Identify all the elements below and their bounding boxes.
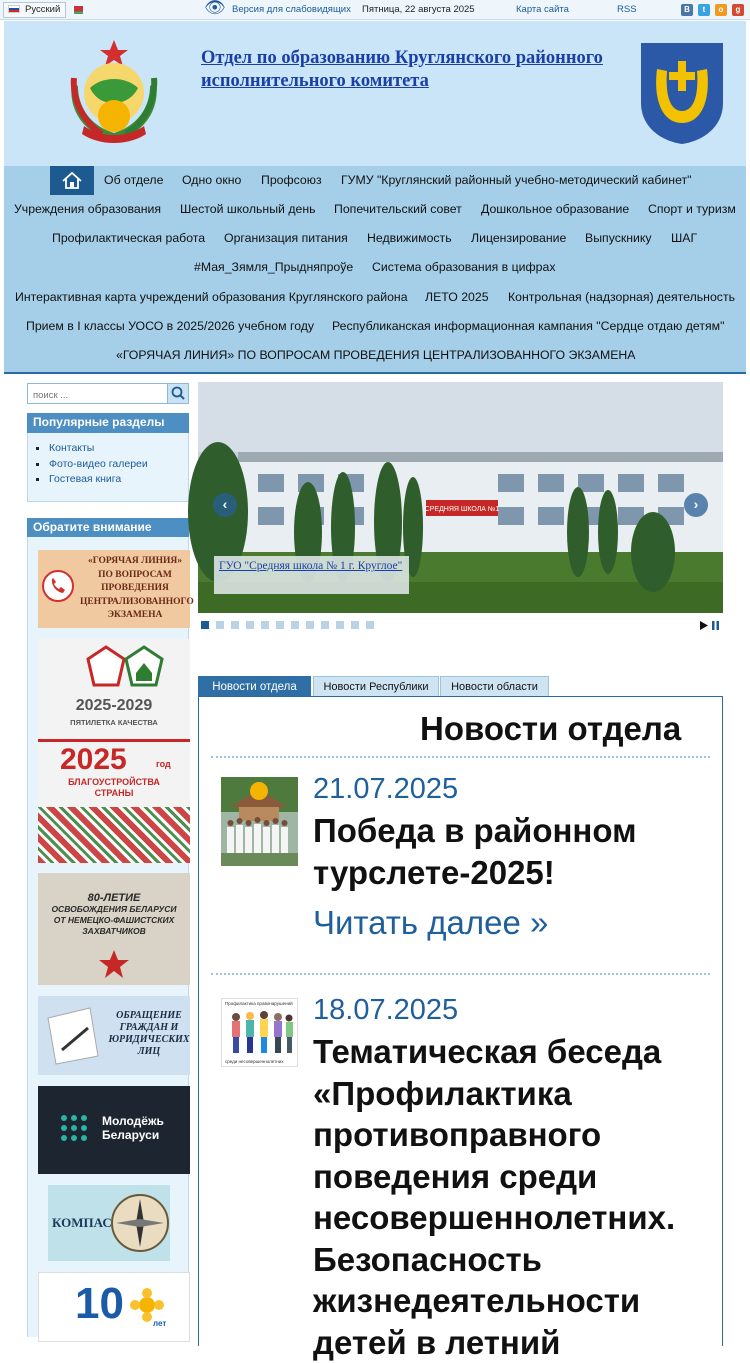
appeals-line-4: ЛИЦ — [137, 1046, 161, 1057]
thumb-caption-top: Профилактика правонарушений — [225, 1001, 293, 1006]
slider-next-button[interactable] — [684, 493, 708, 517]
school-sign: СРЕДНЯЯ ШКОЛА №1 — [424, 506, 500, 513]
slider-dot[interactable] — [321, 621, 329, 629]
menu-item-about[interactable]: Об отделе — [104, 173, 164, 187]
news-date: 18.07.2025 — [313, 994, 459, 1026]
phone-icon — [42, 570, 74, 602]
youth-banner[interactable] — [38, 1086, 190, 1174]
slider-dot[interactable] — [246, 621, 254, 629]
menu-item-education-in-numbers[interactable]: Система образования в цифрах — [372, 260, 556, 274]
hotline-line-3: ПРОВЕДЕНИЯ — [101, 583, 169, 593]
slider-dot[interactable] — [336, 621, 344, 629]
quality-years: 2025-2029 — [75, 697, 153, 714]
russian-flag-icon — [8, 5, 20, 13]
menu-item-shag[interactable]: ШАГ — [671, 231, 698, 245]
menu-item-catering[interactable]: Организация питания — [224, 231, 348, 245]
hotline-line-1: «ГОРЯЧАЯ ЛИНИЯ» — [87, 556, 183, 566]
menu-item-supervision[interactable]: Контрольная (надзорная) деятельность — [508, 290, 735, 304]
slider-dot[interactable] — [216, 621, 224, 629]
language-label: Русский — [25, 4, 61, 15]
star-icon — [96, 949, 132, 979]
appeals-line-2: ГРАЖДАН И — [119, 1022, 179, 1033]
slider-dot[interactable] — [276, 621, 284, 629]
slider-dot[interactable] — [231, 621, 239, 629]
menu-row-7 — [4, 341, 746, 370]
attention-title: Обратите внимание — [27, 518, 189, 538]
main-menu — [4, 166, 746, 374]
hotline-banner[interactable] — [38, 550, 194, 628]
appeals-banner[interactable] — [38, 996, 190, 1075]
chevron-left-icon: ‹ — [222, 496, 228, 512]
menu-item-summer-2025[interactable]: ЛЕТО 2025 — [425, 290, 489, 304]
search-button[interactable] — [167, 383, 189, 404]
current-date: Пятница, 22 августа 2025 — [362, 4, 475, 15]
google-plus-icon[interactable]: g — [732, 4, 744, 16]
compass-banner[interactable] — [48, 1185, 170, 1261]
search-icon — [168, 384, 188, 403]
appeals-line-3: ЮРИДИЧЕСКИХ — [108, 1034, 190, 1045]
read-more-link[interactable]: Читать далее » — [313, 904, 549, 941]
menu-item-trade-union[interactable]: Профсоюз — [261, 173, 322, 187]
popular-sections-title: Популярные разделы — [27, 413, 189, 433]
twitter-icon[interactable]: t — [698, 4, 710, 16]
year-text-2: СТРАНЫ — [94, 788, 134, 798]
district-coat-of-arms-icon — [639, 41, 725, 145]
menu-item-institutions[interactable]: Учреждения образования — [14, 202, 162, 216]
slider-prev-button[interactable] — [213, 493, 237, 517]
popular-item-guestbook[interactable]: Гостевая книга — [27, 472, 189, 488]
appeals-line-1: ОБРАЩЕНИЕ — [116, 1010, 182, 1021]
quality-logos-icon — [86, 645, 164, 697]
news-divider — [211, 756, 710, 758]
menu-item-interactive-map[interactable]: Интерактивная карта учреждений образования Круглянского района — [15, 290, 408, 304]
menu-item-sport[interactable]: Спорт и туризм — [648, 202, 736, 216]
anniversary-number: 10 — [75, 1279, 124, 1328]
menu-item-board-of-trustees[interactable]: Попечительский совет — [334, 202, 462, 216]
year-word: год — [156, 759, 171, 769]
menu-item-licensing[interactable]: Лицензирование — [471, 231, 567, 245]
news-divider — [211, 973, 710, 975]
news-date: 21.07.2025 — [313, 773, 459, 805]
site-title[interactable]: Отдел по образованию Круглянского районного исполнительного комитета — [201, 48, 603, 91]
menu-item-graduates[interactable]: Выпускнику — [585, 231, 652, 245]
students-illustration — [226, 1009, 294, 1055]
thumb-caption-bottom: среди несовершеннолетних — [225, 1059, 284, 1064]
slider-dot[interactable] — [261, 621, 269, 629]
language-select[interactable] — [3, 2, 66, 18]
chevron-right-icon: › — [693, 496, 699, 512]
menu-row-2 — [4, 195, 746, 224]
search-input[interactable] — [27, 383, 168, 404]
youth-line-2: Беларуси — [102, 1128, 160, 1142]
news-title-link[interactable]: Победа в районном турслете-2025! — [313, 812, 637, 891]
menu-item-heart-to-children[interactable]: Республиканская информационная кампания "Сердце отдаю детям" — [332, 319, 725, 333]
eye-icon[interactable]: 👁 — [204, 0, 226, 17]
menu-row-3 — [4, 224, 746, 253]
year-text-1: БЛАГОУСТРОЙСТВА — [68, 777, 160, 787]
popular-item-galleries[interactable]: Фото-видео галереи — [27, 457, 189, 473]
menu-item-exam-hotline[interactable]: «ГОРЯЧАЯ ЛИНИЯ» ПО ВОПРОСАМ ПРОВЕДЕНИЯ ЦЕНТРАЛИЗОВАННОГО ЭКЗАМЕНА — [116, 348, 636, 362]
belarusian-flag-icon[interactable] — [72, 6, 83, 14]
tab-republic-news[interactable]: Новости Республики — [313, 676, 439, 697]
pen-and-paper-icon — [40, 1004, 106, 1068]
quality-text: ПЯТИЛЕТКА КАЧЕСТВА — [70, 718, 158, 727]
play-icon — [700, 621, 708, 630]
rss-link[interactable]: RSS — [617, 4, 637, 15]
slider-play-pause-controls[interactable] — [699, 620, 721, 631]
menu-item-prevention[interactable]: Профилактическая работа — [52, 231, 206, 245]
menu-item-sixth-school-day[interactable]: Шестой школьный день — [180, 202, 316, 216]
menu-item-my-land[interactable]: #Мая_Зямля_Прыдняпроўе — [194, 260, 354, 274]
menu-row-5 — [4, 283, 746, 312]
anniversary-banner[interactable] — [38, 1272, 190, 1342]
odnoklassniki-icon[interactable]: o — [715, 4, 727, 16]
menu-item-first-grade-admission[interactable]: Прием в I классы УОСО в 2025/2026 учебном году — [26, 319, 315, 333]
menu-row-1 — [4, 166, 746, 195]
hotline-line-5: ЭКЗАМЕНА — [107, 610, 163, 620]
liberation-line-2: ОСВОБОЖДЕНИЯ БЕЛАРУСИ — [51, 904, 177, 914]
news-thumbnail[interactable] — [221, 998, 298, 1067]
hotline-line-4: ЦЕНТРАЛИЗОВАННОГО — [80, 596, 194, 607]
slider-dot[interactable] — [351, 621, 359, 629]
tab-region-news[interactable]: Новости области — [440, 676, 549, 697]
news-heading: Новости отдела — [420, 710, 682, 747]
banner-column — [27, 537, 194, 1337]
news-title-link[interactable]: Тематическая беседа «Профилактика противоправного поведения среди несовершеннолетних. Безопасность жизнедеятельности детей в летний — [313, 1033, 676, 1361]
menu-item-preschool[interactable]: Дошкольное образование — [481, 202, 630, 216]
hotline-line-2: ПО ВОПРОСАМ — [98, 569, 172, 580]
popular-sections-list — [27, 441, 189, 488]
belarus-emblem-icon[interactable] — [62, 38, 167, 146]
menu-row-4 — [4, 253, 746, 282]
news-thumbnail[interactable] — [221, 777, 298, 866]
liberation-line-4: ЗАХВАТЧИКОВ — [82, 926, 146, 936]
menu-item-property[interactable]: Недвижимость — [367, 231, 452, 245]
vk-icon[interactable]: B — [681, 4, 693, 16]
site-header — [4, 21, 746, 166]
compass-label: КОМПАС — [52, 1215, 112, 1230]
liberation-line-3: ОТ НЕМЕЦКО-ФАШИСТСКИХ — [53, 915, 175, 925]
liberation-line-1: 80-ЛЕТИЕ — [87, 892, 141, 904]
menu-item-methodical-cabinet[interactable]: ГУМУ "Круглянский районный учебно-методический кабинет" — [341, 173, 692, 187]
menu-item-one-window[interactable]: Одно окно — [182, 173, 242, 187]
tab-department-news[interactable]: Новости отдела — [198, 676, 311, 697]
compass-icon — [106, 1189, 170, 1257]
slider-dot[interactable] — [366, 621, 374, 629]
slider-dot[interactable] — [201, 621, 209, 629]
accessibility-link[interactable]: Версия для слабовидящих — [232, 4, 351, 15]
popular-item-contacts[interactable]: Контакты — [27, 441, 189, 457]
slide-caption[interactable]: ГУО "Средняя школа № 1 г. Круглое" — [214, 556, 409, 594]
youth-line-1: Молодёжь — [102, 1114, 164, 1128]
dots-logo-icon — [60, 1114, 88, 1142]
quality-year-banner[interactable] — [38, 639, 190, 863]
top-bar — [0, 0, 750, 20]
sitemap-link[interactable]: Карта сайта — [516, 4, 569, 15]
menu-row-6 — [4, 312, 746, 341]
liberation-80-banner[interactable] — [38, 873, 190, 985]
pause-icon — [712, 621, 715, 630]
year-big: 2025 — [60, 743, 127, 776]
slider-dot[interactable] — [306, 621, 314, 629]
anniversary-suffix: лет — [153, 1319, 167, 1328]
slider-dot[interactable] — [291, 621, 299, 629]
